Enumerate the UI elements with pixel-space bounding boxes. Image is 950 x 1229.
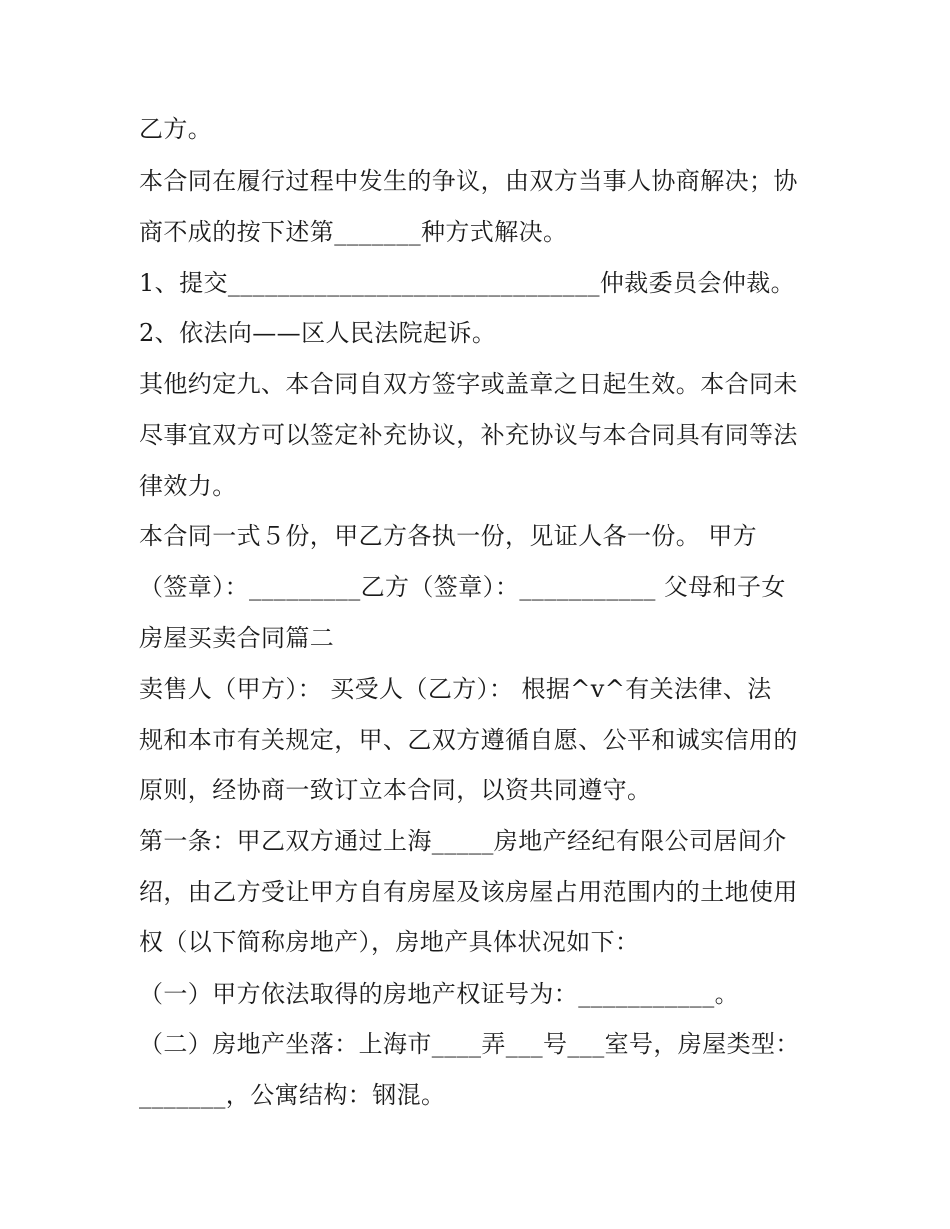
text-line: 本合同一式５份，甲乙方各执一份，见证人各一份。 甲方 <box>139 522 758 550</box>
text-line: 乙方。 <box>139 115 213 143</box>
section-heading: 房屋买卖合同篇二 <box>139 624 335 652</box>
text-line: 律效力。 <box>139 472 237 500</box>
text-line: 2、依法向——区人民法院起诉。 <box>139 319 497 347</box>
text-line: 其他约定九、本合同自双方签字或盖章之日起生效。本合同未 <box>139 370 798 398</box>
text-line: 规和本市有关规定，甲、乙双方遵循自愿、公平和诚实信用的 <box>139 726 798 754</box>
text-line: 绍，由乙方受让甲方自有房屋及该房屋占用范围内的土地使用 <box>139 878 798 906</box>
text-line: _______，公寓结构：钢混。 <box>139 1081 446 1109</box>
text-line: （二）房地产坐落：上海市____弄___号___室号，房屋类型： <box>139 1030 800 1058</box>
text-line: （一）甲方依法取得的房地产权证号为：___________。 <box>139 980 739 1008</box>
text-line: 权（以下简称房地产），房地产具体状况如下： <box>139 928 640 956</box>
text-line: 卖售人（甲方）： 买受人（乙方）： 根据^v^有关法律、法 <box>139 675 772 703</box>
text-line: （签章）：_________乙方（签章）：___________ 父母和子女 <box>139 573 786 601</box>
text-line: 商不成的按下述第_______种方式解决。 <box>139 218 568 246</box>
text-line: 第一条：甲乙双方通过上海_____房地产经纪有限公司居间介 <box>139 827 787 855</box>
text-line: 本合同在履行过程中发生的争议，由双方当事人协商解决；协 <box>139 167 798 195</box>
text-line: 1、提交______________________________仲裁委员会仲裁。 <box>139 269 796 297</box>
text-line: 原则，经协商一致订立本合同，以资共同遵守。 <box>139 776 652 804</box>
text-line: 尽事宜双方可以签定补充协议，补充协议与本合同具有同等法 <box>139 421 798 449</box>
